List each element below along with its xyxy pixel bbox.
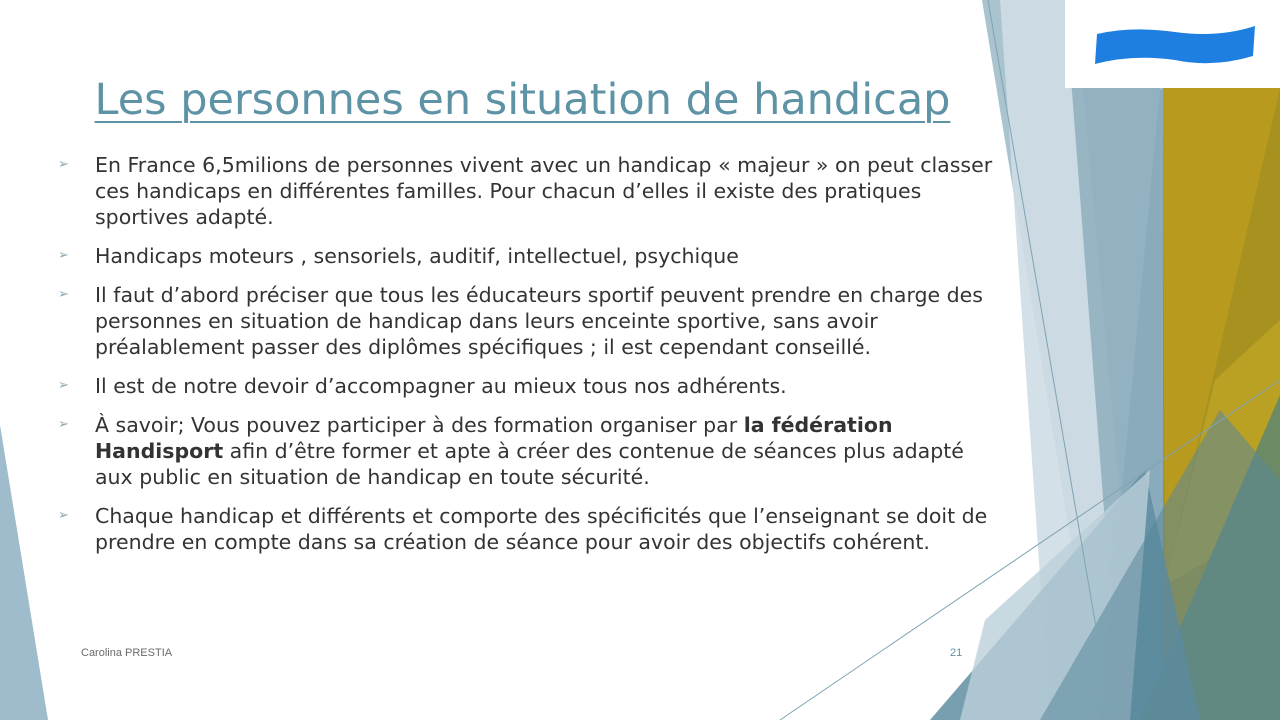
bullet-arrow-icon: ➢ (58, 287, 69, 302)
bullet-item (58, 282, 993, 360)
bullet-item (58, 243, 993, 269)
bullet-text: Handicaps moteurs , sensoriels, auditif, intellectuel, psychique (95, 244, 739, 268)
bullet-text-bold: la fédération Handisport (95, 413, 893, 463)
bullet-text: Il faut d’abord préciser que tous les éducateurs sportif peuvent prendre en charge des personnes en situation de handicap dans leurs enceinte sportive, sans avoir préalablement passer des diplômes spécifiques ; il est cependant conseillé. (95, 283, 983, 359)
bullet-item (58, 503, 993, 555)
bullet-text: Il est de notre devoir d’accompagner au mieux tous nos adhérents. (95, 374, 787, 398)
bullet-text-before: À savoir; Vous pouvez participer à des formation organiser par (95, 413, 744, 437)
left-edge-triangle (0, 425, 48, 720)
bullet-arrow-icon: ➢ (58, 248, 69, 263)
bullet-item (58, 152, 993, 230)
logo-text: Savoir Sport Santé (1077, 11, 1218, 30)
bullet-text-after: afin d’être former et apte à créer des contenue de séances plus adapté aux public en situation de handicap en toute sécurité. (95, 439, 964, 489)
bullet-item (58, 412, 993, 490)
bullet-text: En France 6,5milions de personnes vivent avec un handicap « majeur » on peut classer ces handicaps en différentes familles. Pour chacun d’elles il existe des pratiques sportives adapté. (95, 153, 993, 229)
bullet-arrow-icon: ➢ (58, 417, 69, 432)
bullet-arrow-icon: ➢ (58, 157, 69, 172)
bullet-arrow-icon: ➢ (58, 508, 69, 523)
logo-area (1065, 0, 1280, 88)
bullet-arrow-icon: ➢ (58, 378, 69, 393)
bullet-list (58, 152, 993, 568)
bullet-item (58, 373, 993, 399)
bullet-text (95, 413, 964, 489)
bullet-text: Chaque handicap et différents et comporte des spécificités que l’enseignant se doit de prendre en compte dans sa création de séance pour avoir des objectifs cohérent. (95, 504, 988, 554)
slide-title: Les personnes en situation de handicap (94, 75, 951, 125)
footer-author: Carolina PRESTIA (81, 647, 173, 659)
page-number: 21 (950, 647, 963, 659)
